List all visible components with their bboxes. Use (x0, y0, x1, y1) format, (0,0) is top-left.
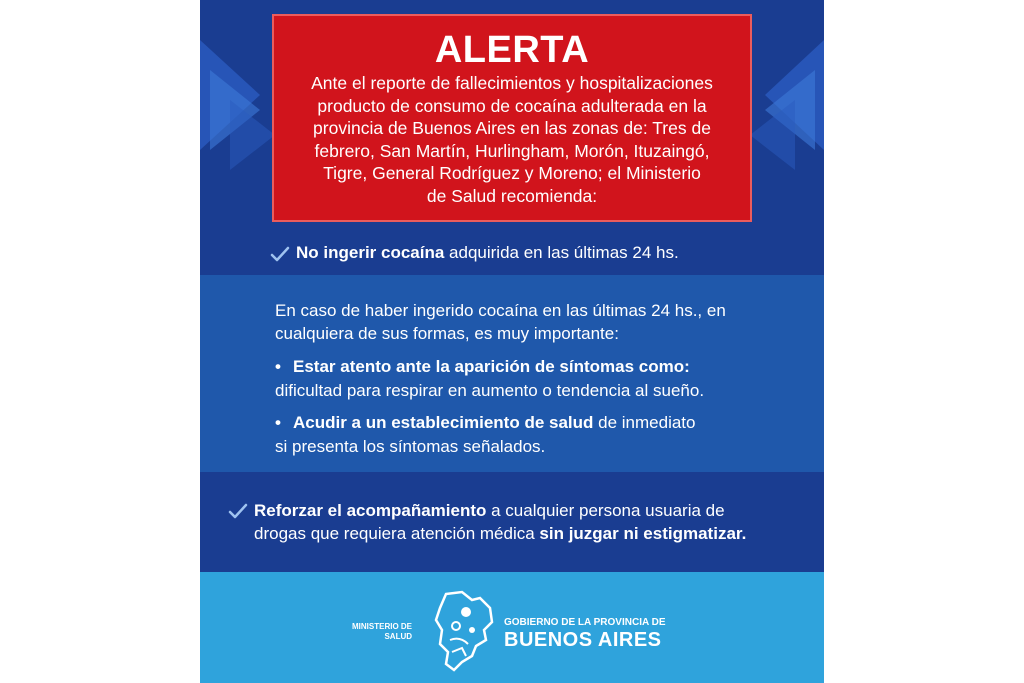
recommendation-acompanamiento (228, 499, 808, 545)
recommendation-bold: Reforzar el acompañamiento (254, 501, 487, 520)
recommendation-bold: sin juzgar ni estigmatizar. (539, 524, 747, 543)
bullet-symptoms (275, 355, 795, 403)
bullet-dot-icon: • (275, 413, 281, 432)
checkmark-icon (270, 246, 290, 262)
bullet-bold: Acudir a un establecimiento de salud (293, 413, 594, 432)
recommendation-bold: No ingerir cocaína (296, 243, 445, 262)
ministry-label (352, 622, 412, 642)
alert-line: Ante el reporte de fallecimientos y hospitalizaciones (311, 73, 713, 93)
bullet-text: dificultad para respirar en aumento o tendencia al sueño. (275, 381, 705, 400)
recommendation-text: a cualquier persona usuaria de (486, 501, 725, 520)
bullet-text: de inmediato (593, 413, 696, 432)
intro-line: En caso de haber ingerido cocaína en las últimas 24 hs., en (275, 301, 726, 320)
alert-line: Tigre, General Rodríguez y Moreno; el Ministerio (323, 163, 701, 183)
alert-line: provincia de Buenos Aires en las zonas de: Tres de (313, 118, 711, 138)
intro-line: cualquiera de sus formas, es muy importante: (275, 324, 619, 343)
middle-intro (275, 299, 795, 345)
checkmark-icon (228, 503, 248, 519)
ministry-line: SALUD (384, 632, 413, 641)
right-arrow-decoration (745, 40, 824, 180)
recommendation-text: adquirida en las últimas 24 hs. (444, 243, 679, 262)
bullet-dot-icon: • (275, 357, 281, 376)
recommendation-text: drogas que requiera atención médica (254, 524, 540, 543)
bullet-text: si presenta los síntomas señalados. (275, 437, 546, 456)
left-arrow-decoration (200, 40, 280, 180)
alert-title: ALERTA (434, 29, 590, 71)
government-subtitle: GOBIERNO DE LA PROVINCIA DE (504, 617, 666, 628)
alert-box (272, 14, 752, 222)
ministry-line: MINISTERIO DE (352, 622, 413, 631)
alert-body (286, 72, 738, 207)
alert-line: de Salud recomienda: (426, 185, 598, 206)
bullet-health-center (275, 411, 795, 459)
government-title: BUENOS AIRES (504, 629, 662, 651)
alert-line: producto de consumo de cocaína adulterada en la (317, 95, 707, 116)
buenos-aires-map-logo-icon (432, 590, 496, 672)
alert-poster (200, 0, 824, 683)
bullet-bold: Estar atento ante la aparición de síntomas como: (293, 357, 690, 376)
alert-line: febrero, San Martín, Hurlingham, Morón, Ituzaingó, (314, 140, 710, 161)
recommendation-no-ingerir (270, 241, 790, 265)
